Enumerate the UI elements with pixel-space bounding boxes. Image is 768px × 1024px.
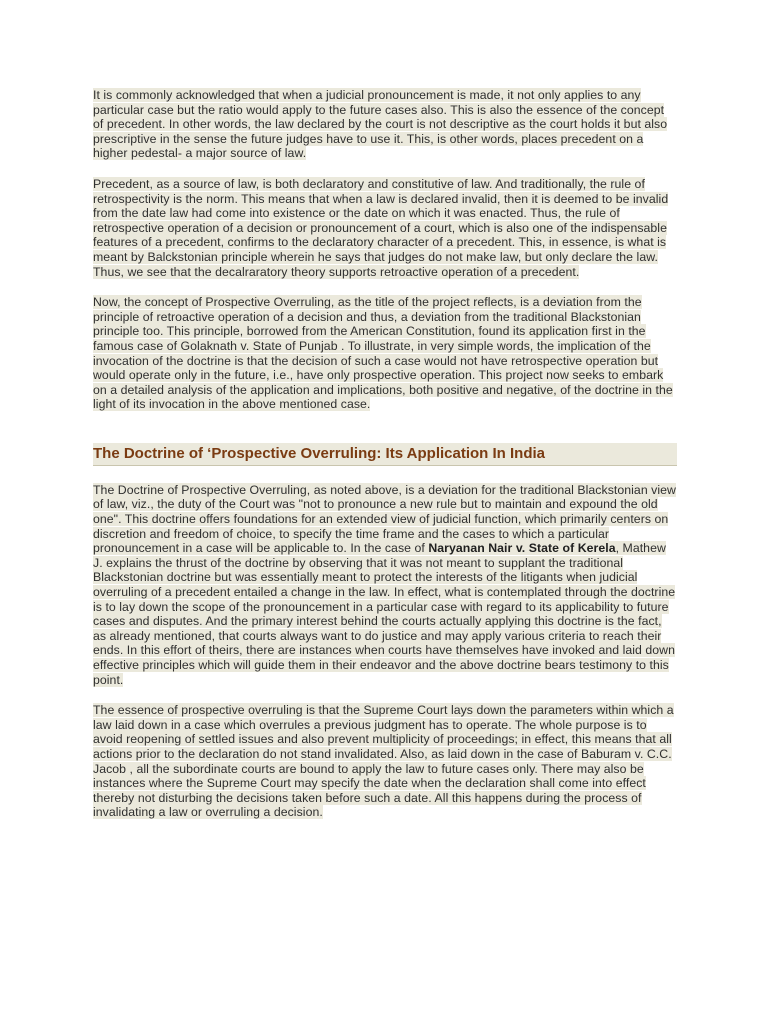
paragraph-5	[93, 703, 677, 820]
paragraph-1-text: It is commonly acknowledged that when a judicial pronouncement is made, it not only applies to any particular case but the ratio would apply to the future cases also. This is also the essence of the concept of precedent. In other words, the law declared by the court is not descriptive as the court holds it but also prescriptive in the sense the future judges have to use it. This, is other words, places precedent on a higher pedestal- a major source of law.	[93, 88, 668, 161]
paragraph-3	[93, 295, 677, 412]
paragraph-3-text: Now, the concept of Prospective Overruling, as the title of the project reflects, is a deviation from the principle of retroactive operation of a decision and thus, a deviation from the traditional Blackstonian principle too. This principle, borrowed from the American Constitution, found its application first in the famous case of Golaknath v. State of Punjab . To illustrate, in very simple words, the implication of the invocation of the doctrine is that the decision of such a case would not have retrospective operation but would operate only in the future, i.e., have only prospective operation. This project now seeks to embark on a detailed analysis of the application and implications, both positive and negative, of the doctrine in the light of its invocation in the above mentioned case.	[93, 295, 673, 412]
document-page	[93, 88, 677, 836]
paragraph-1	[93, 88, 677, 161]
paragraph-4-text-part1: The Doctrine of Prospective Overruling, as noted above, is a deviation for the traditional Blackstonian view of law, viz., the duty of the Court was "not to pronounce a new rule but to maintain and expound the old one". This doctrine offers foundations for an extended view of judicial function, which primarily centers on discretion and freedom of choice, to specify the time frame and the cases to which a particular pronouncement in a case will be applicable to. In the case of	[93, 482, 676, 556]
paragraph-2-text: Precedent, as a source of law, is both declaratory and constitutive of law. And traditionally, the rule of retrospectivity is the norm. This means that when a law is declared invalid, then it is deemed to be invalid from the date law had come into existence or the date on which it was enacted. Thus, the rule of retrospective operation of a decision or pronouncement of a court, which is also one of the indispensable features of a precedent, confirms to the declaratory character of a precedent. This, in essence, is what is meant by Balckstonian principle wherein he says that judges do not make law, but only declare the law. Thus, we see that the decalraratory theory supports retroactive operation of a precedent.	[93, 176, 669, 279]
section-heading: The Doctrine of ‘Prospective Overruling: Its Application In India	[93, 444, 546, 462]
paragraph-2	[93, 177, 677, 279]
section-heading-bar	[93, 443, 677, 466]
case-name-bold: Naryanan Nair v. State of Kerela	[428, 541, 616, 556]
paragraph-4	[93, 483, 677, 687]
paragraph-4-text-part2: , Mathew J. explains the thrust of the doctrine by observing that it was not meant to supplant the traditional Blackstonian doctrine but was essentially meant to protect the interests of the litigants when judicial overruling of a precedent entailed a change in the law. In effect, what is contemplated through the doctrine is to lay down the scope of the pronouncement in a particular case with regard to its applicability to future cases and disputes. And the primary interest behind the courts actually applying this doctrine is the fact, as already mentioned, that courts always want to do justice and may apply various criteria to reach their ends. In this effort of theirs, there are instances when courts have themselves have invoked and laid down effective principles which will guide them in their endeavor and the above doctrine bears testimony to this point.	[93, 541, 676, 687]
paragraph-5-text: The essence of prospective overruling is that the Supreme Court lays down the parameters within which a law laid down in a case which overrules a previous judgment has to operate. The whole purpose is to avoid reopening of settled issues and also prevent multiplicity of proceedings; in effect, this means that all actions prior to the declaration do not stand invalidated. Also, as laid down in the case of Baburam v. C.C. Jacob , all the subordinate courts are bound to apply the law to future cases only. There may also be instances where the Supreme Court may specify the date when the declaration shall come into effect thereby not disturbing the decisions taken before such a date. All this happens during the process of invalidating a law or overruling a decision.	[93, 703, 674, 820]
